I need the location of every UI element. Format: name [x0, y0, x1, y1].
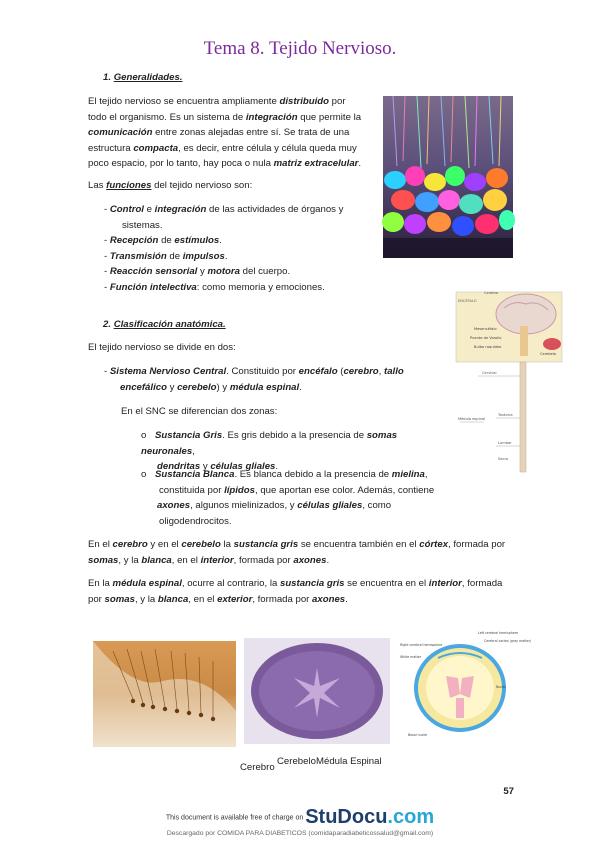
list-item: - Transmisión de impulsos. [104, 250, 228, 262]
diagram-label-cervical: Cervical [482, 371, 497, 375]
diagram-label-medulla: Bulbo raquídeo [474, 345, 502, 349]
snc-item: - Sistema Nervioso Central. Constituido por encéfalo (cerebro, tallo encefálico y cerebelo) y médula espinal. [104, 366, 404, 393]
coronal-label-2: Cerebral cortex (gray matter) [484, 639, 532, 643]
coronal-brain-graphic [398, 628, 532, 746]
cerebellum-histology-graphic [244, 638, 390, 744]
cerebrum-paragraph: En el cerebro y en el cerebelo la sustancia gris se encuentra también en el córtex, formada por somas, y la blanca, en el interior, formada por axones. [88, 539, 506, 566]
functions-list [104, 202, 343, 295]
list-item: - Recepción de estímulos. [104, 235, 222, 246]
snc-zones: En el SNC se diferencian dos zonas: [121, 406, 278, 417]
diagram-label-encephalon: ENCÉFALO [458, 299, 477, 303]
functions-intro: Las funciones del tejido nervioso son: [88, 180, 253, 191]
diagram-label-lumbar: Lumbar [498, 441, 512, 445]
coronal-label-4: White matter [400, 655, 422, 659]
cerebrum-histology-graphic [93, 641, 236, 747]
caption-cerebro: Cerebro [240, 762, 275, 773]
cns-diagram [454, 286, 564, 476]
caption-cerebelo: Cerebelo [277, 756, 316, 767]
list-item: - Función intelectiva: como memoria y emociones. [104, 281, 325, 293]
diagram-label-midbrain: Mesencéfalo [474, 327, 497, 331]
coronal-label-5: Nuclei [496, 685, 506, 689]
diagram-label-thoracic: Torácica [498, 413, 513, 417]
diagram-label-spinal-cord: Médula espinal [458, 417, 486, 421]
cns-diagram-graphic [454, 286, 564, 476]
list-item: sistemas. [122, 219, 163, 231]
brainbow-illustration [383, 96, 513, 258]
coronal-label-1: Left cerebral hemisphere [478, 631, 518, 635]
list-item: - Reacción sensorial y motora del cuerpo. [104, 266, 291, 277]
cerebellum-histology-image [244, 638, 390, 744]
coronal-label-6: Basal nuclei [408, 733, 428, 737]
list-item: - Control e integración de las actividades de órganos y [104, 204, 344, 215]
spinal-cord-diagram-image [398, 628, 532, 746]
diagram-label-sacral: Sacra [498, 457, 509, 461]
section-1-heading: 1. Generalidades. [103, 72, 183, 83]
page-number: 57 [503, 786, 514, 797]
studocu-logo[interactable]: StuDocu.com [305, 806, 435, 828]
studocu-footer: This document is available free of charge on StuDocu.com [165, 806, 435, 828]
diagram-label-cerebellum: Cerebelo [540, 352, 557, 356]
cerebrum-histology-image [93, 641, 236, 747]
brainbow-neurons-image [383, 96, 513, 258]
gray-matter-item: o Sustancia Gris. Es gris debido a la presencia de somas neuronales, dendritas y células gliales. [141, 430, 398, 472]
intro-paragraph: El tejido nervioso se encuentra ampliamente distribuido por todo el organismo. Es un sistema de integración que permite la comunicación entre zonas alejadas entre sí. Se trata de una estructura compacta, es decir, entre célula y célula queda muy poco espacio, por lo tanto, hay poca o nula matriz extracelular. [88, 96, 362, 169]
page-title: Tema 8. Tejido Nervioso. [203, 38, 397, 59]
section-2-heading: 2. Clasificación anatómica. [103, 319, 226, 330]
diagram-label-top: Cerebro [484, 291, 499, 295]
diagram-label-pons: Puente de Varolio [470, 336, 502, 340]
white-matter-item: o Sustancia Blanca. Es blanca debido a la presencia de mielina, constituida por lípidos, que aportan ese color. Además, contiene axones, algunos mielinizados, y células gliales, como oligodendrocitos. [141, 469, 435, 527]
division-intro: El tejido nervioso se divide en dos: [88, 342, 236, 353]
coronal-label-3: Right cerebral hemisphere [400, 643, 443, 647]
download-notice: Descargado por COMIDA PARA DIABETICOS (comidaparadiabeticossalud@gmail.com) [166, 830, 434, 837]
caption-medula: Médula Espinal [316, 756, 382, 767]
spinal-paragraph: En la médula espinal, ocurre al contrario, la sustancia gris se encuentra en el interior, formada por somas, y la blanca, en el exterior, formada por axones. [88, 578, 503, 605]
